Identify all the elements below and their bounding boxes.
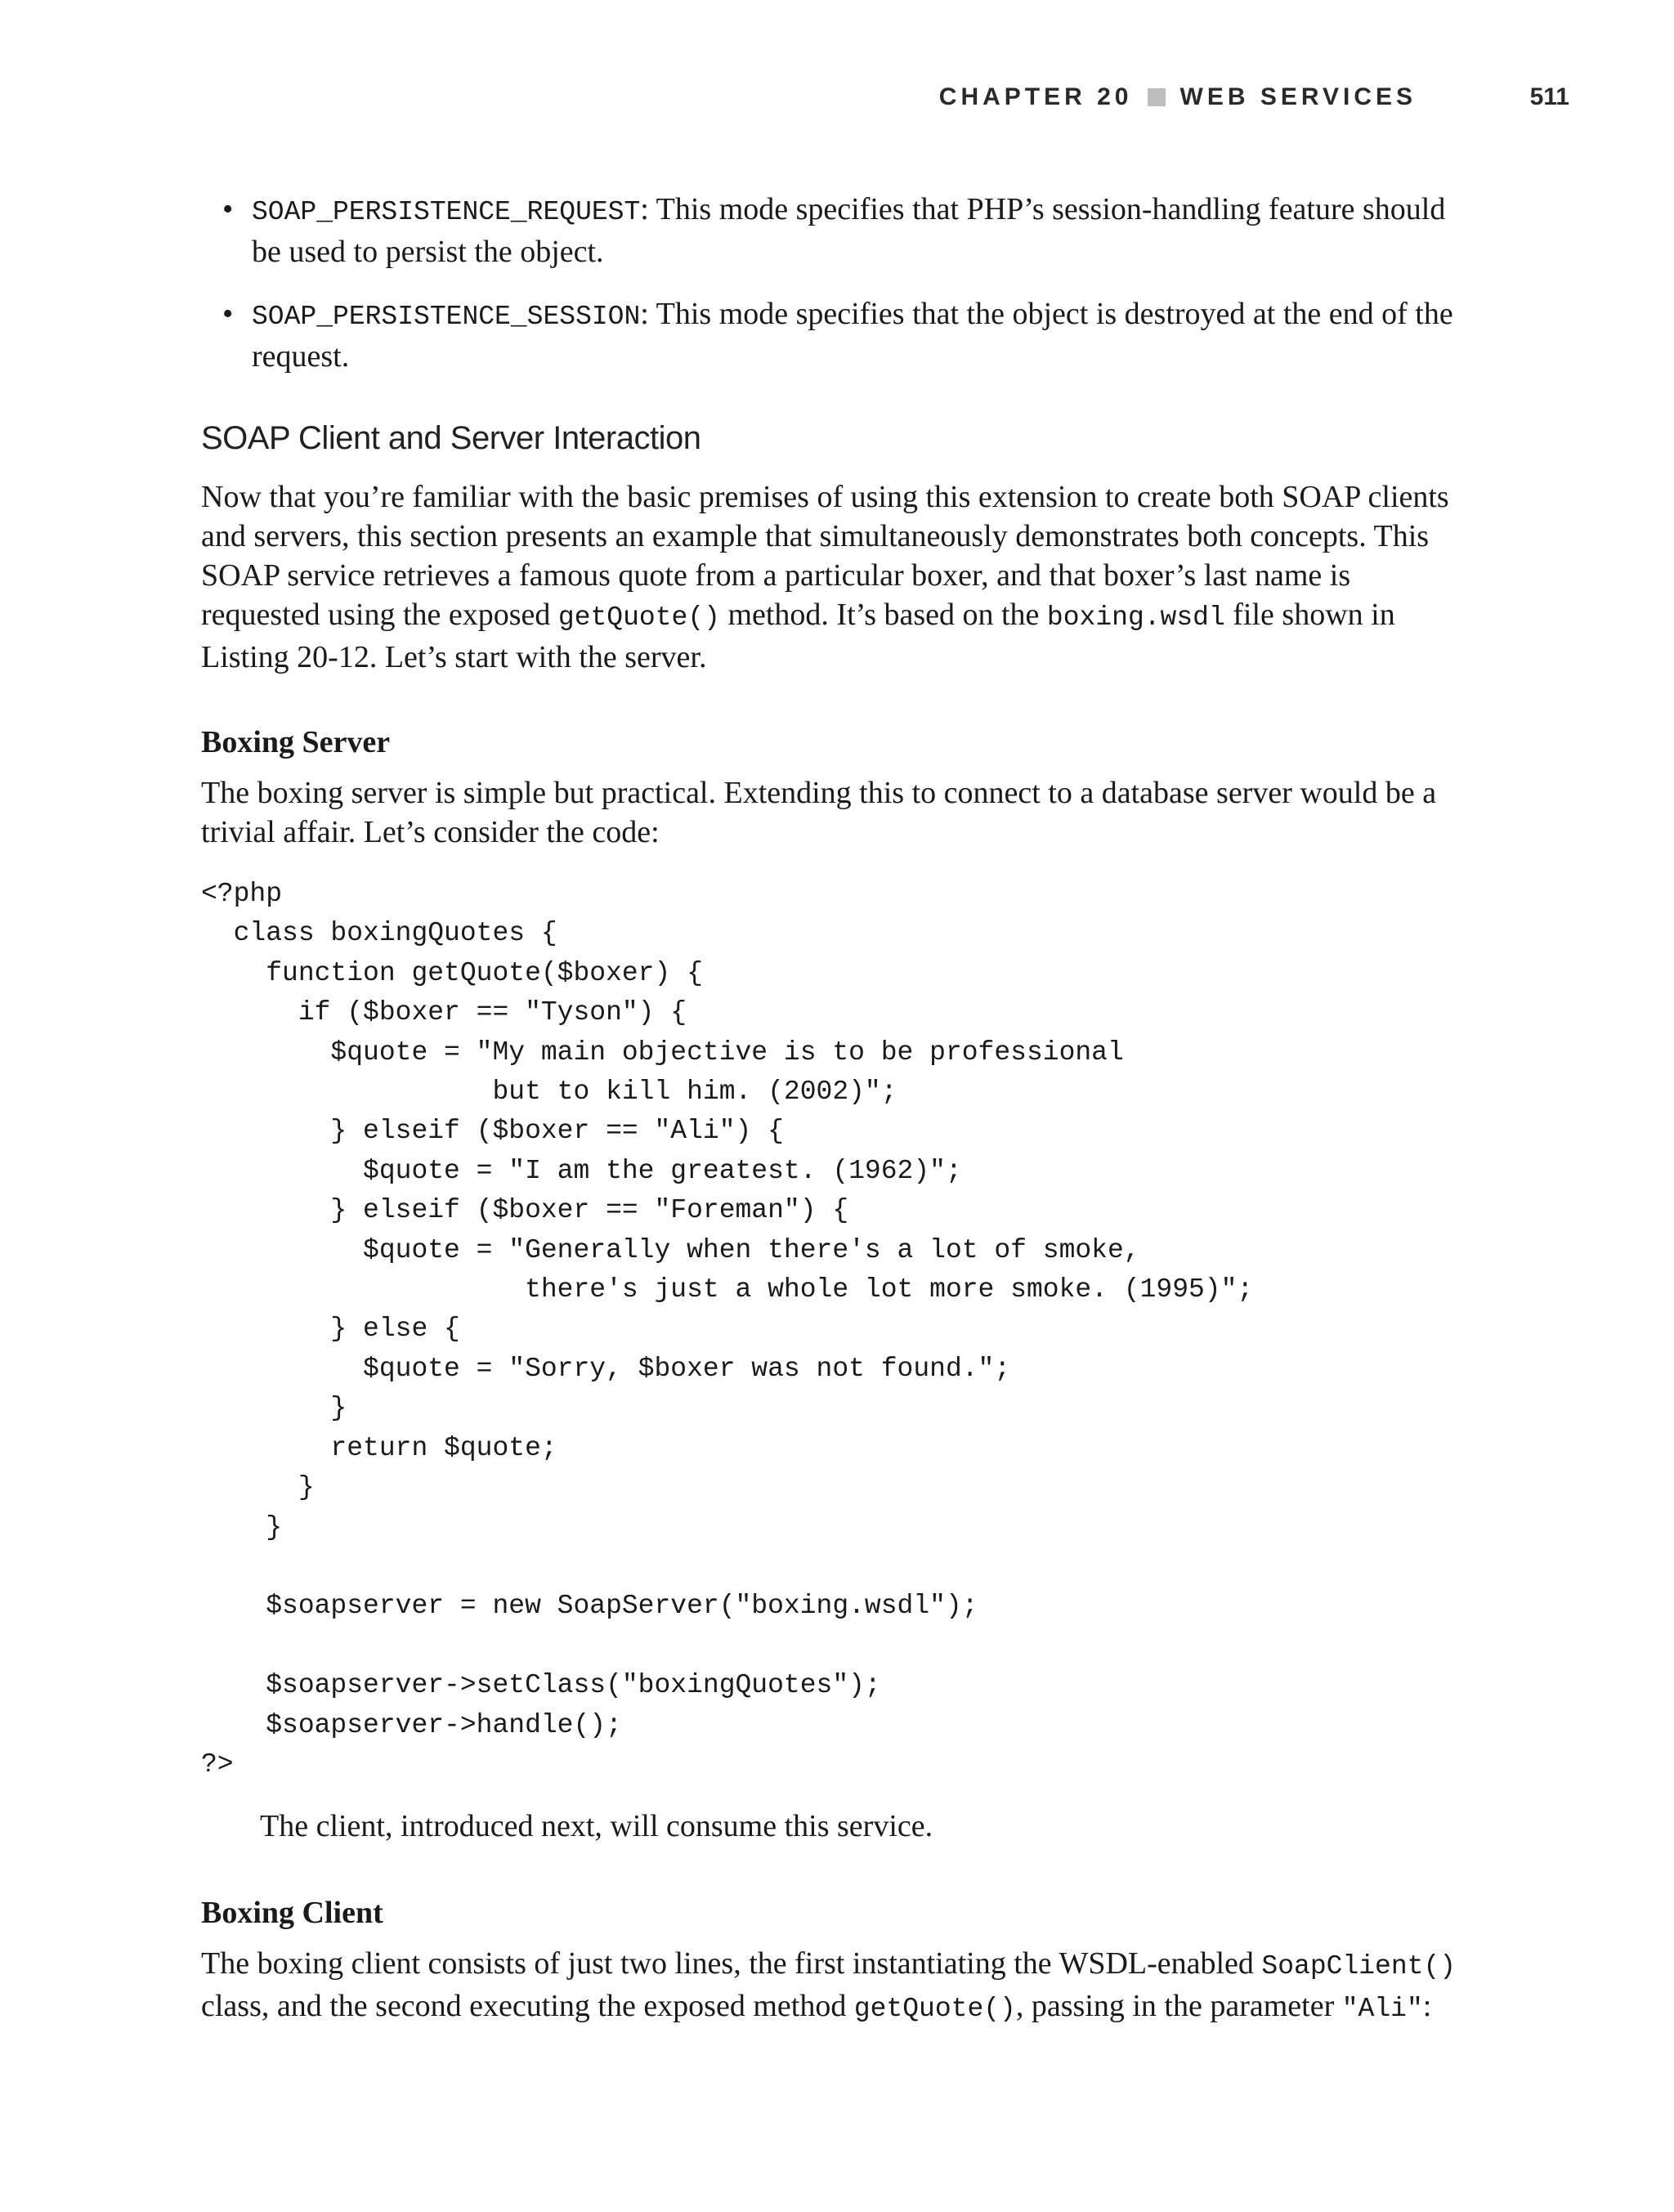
chapter-label <box>939 83 1417 111</box>
inline-code: getQuote() <box>557 602 720 633</box>
bullet-icon: • <box>222 297 234 331</box>
bullet-icon: • <box>222 192 234 226</box>
inline-code: boxing.wsdl <box>1046 602 1225 633</box>
text-run: , passing in the parameter <box>1015 1989 1342 2023</box>
section-heading: SOAP Client and Server Interaction <box>201 420 701 456</box>
inline-code: "Ali" <box>1341 1994 1423 2024</box>
text-run: The boxing client consists of just two lines, the first instantiating the WSDL-enabled <box>201 1946 1262 1981</box>
text-run: class, and the second executing the exposed method <box>201 1989 854 2023</box>
page-number: 511 <box>1529 83 1569 110</box>
list-item <box>222 190 1453 271</box>
persistence-mode-list <box>222 190 1453 399</box>
inline-code: getQuote() <box>853 1994 1016 2024</box>
server-heading: Boxing Server <box>201 725 391 759</box>
intro-paragraph <box>201 477 1452 677</box>
text-run: file shown in Listing 20-12. Let’s start with the server. <box>201 598 1395 674</box>
server-paragraph: The boxing server is simple but practical. Extending this to connect to a database server would be a trivial affair. Let’s consider the code: <box>201 776 1437 849</box>
code-listing: <?php class boxingQuotes { function getQuote($boxer) { if ($boxer == "Tyson") { $quote = "My main objective is to be professional but to kill him. (2002)"; } elseif ($boxer == "Ali") { $quote = "I am the greatest. (1962)"; } elseif ($boxer == "Foreman") { $quote = "Generally when there's a lot of smoke, there's just a whole lot more smoke. (1995)"; } else { $quote = "Sorry, $boxer was not found."; } return $quote; } } $soapserver = new SoapServer("boxing.wsdl"); $soapserver->setClass("boxingQuotes"); $soapserver->handle(); ?> <box>201 879 1254 1780</box>
text-run: : <box>1422 1989 1432 2023</box>
list-item-text: : This mode specifies that the object is destroyed at the end of the request. <box>252 297 1453 374</box>
separator-square-icon <box>1148 88 1166 106</box>
inline-code: SOAP_PERSISTENCE_SESSION <box>252 302 641 332</box>
client-paragraph <box>201 1944 1460 2029</box>
inline-code: SoapClient() <box>1261 1951 1457 1981</box>
client-intro-paragraph: The client, introduced next, will consume this service. <box>260 1809 933 1843</box>
text-run: method. It’s based on the <box>719 598 1047 632</box>
text-run: Now that you’re familiar with the basic premises of using this extension to create both SOAP clients and servers, this section presents an example that simultaneously demonstrates both concepts. This SOAP service retrieves a famous quote from a particular boxer, and that boxer’s last name is requested using the exposed <box>201 480 1449 632</box>
inline-code: SOAP_PERSISTENCE_REQUEST <box>252 197 641 227</box>
chapter-title: WEB SERVICES <box>1179 83 1417 110</box>
client-heading: Boxing Client <box>201 1896 383 1930</box>
chapter-number: CHAPTER 20 <box>938 83 1133 110</box>
list-item <box>222 294 1453 376</box>
list-item-text: : This mode specifies that PHP’s session-handling feature should be used to persist the object. <box>252 192 1446 269</box>
running-header <box>0 83 1674 116</box>
